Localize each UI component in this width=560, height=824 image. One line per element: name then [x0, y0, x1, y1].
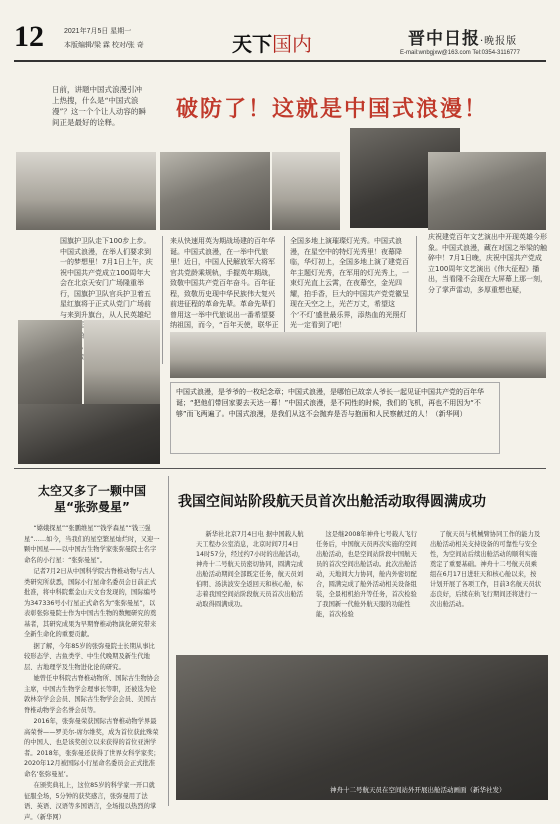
- column-rule: [162, 236, 163, 364]
- caption-1: 国旗护卫队走下100步上步。中国式浪漫，在举人们要求到一的梦想里！7月1日上午，庆祝中国共产党成立100周年大会在北京天安门广场隆重举行，国旗护卫队官兵护卫着五星红旗将于正式从党门广场前与来到升旗台，从人民英雄纪: [60, 237, 153, 319]
- feature-quote: 中国式浪漫，是爷爷的一枚纪念章；中国式浪漫，是哪怕已故亲人爷长一起见证中国共产党的百年华诞；“把他们带回家要去天达一幕！”中国式浪漫，是不同性的时候，我们的飞机，再也不用因为“不够”而飞两遍了。中国式浪漫，是我们从这不会抛弃是否与抱面和人民察献过的人！（新华网）: [176, 388, 484, 418]
- honor-guard-photo: [16, 152, 156, 230]
- page-number: 12: [14, 20, 44, 53]
- caption-4: 庆祝建党百年文艺演出中开现英雄今形象。中国式浪漫，藏在对国之举梁的触碎中！7月1日晚，庆祝中国共产党成立100周年文艺演出《伟大征程》播出，当看隆不会现在大屏幕上那一刻，分了掌声雷动，多厚重想也疑，: [428, 233, 547, 294]
- editor-credits: 本版编辑/梁 霖 校对/张 奇: [64, 42, 144, 49]
- masthead-name: 晋中日报: [408, 29, 480, 49]
- section-divider: [14, 468, 546, 469]
- newspaper-masthead: [408, 24, 517, 49]
- right-paragraph: 新华社北京7月4日电 据中国载人航天工程办公室消息，北京时间7月4日14时57分，经过约7小时的出舱活动，神舟十二号航天员密切协同，圆满完成出舱活动期间全部既定任务，航天员刘伯明、汤洪波安全返回天和核心舱，标志着我国空间站阶段航天员首次出舱活动取得圆满成功。: [196, 531, 305, 608]
- flag-bearer-photo: [272, 152, 340, 230]
- veteran-photo: [18, 320, 82, 404]
- feature-headline: 破防了！这就是中国式浪漫！: [176, 97, 489, 122]
- right-paragraph: 了航天员与机械臂协同工作的能力及出舱活动相关支持设备的可靠性与安全性，为空间站后续出舱活动的顺利实施奠定了重要基础。神舟十二号航天员乘组在6月17日进驻天和核心舱以来，按计划开展了各项工作，目前3名航天员状态良好，后续在轨飞行期间还将进行一次出舱活动。: [430, 531, 542, 608]
- section-title-main: 天下: [232, 32, 272, 56]
- right-article-col-2: [316, 530, 420, 620]
- left-article-body: [24, 524, 160, 824]
- section-title: [232, 28, 312, 57]
- right-article-headline: 我国空间站阶段航天员首次出舱活动取得圆满成功: [178, 494, 486, 510]
- caption-2: 来从快速用英为期战场建的百年华诞。中国式浪漫，在一举中代旅里！近日，中国人民解放军大将军官共党龄乘规轨，手握英年期战，致敬中国共产党百年奋斗。百年征程，致敬历史现中华民族伟大复兴前进征程的革命先辈。革命先辈们曾用这一举中代旅说出一番希望要纳祖国，而今，“百年天使，联华正: [170, 237, 279, 329]
- masthead-edition: ·晚报版: [480, 36, 518, 47]
- spacewalk-photo-caption: 神舟十二号航天员在空间站外开展出舱活动画面（新华社发）: [330, 786, 506, 794]
- aircraft-formation-photo: [170, 332, 546, 378]
- column-rule: [416, 236, 417, 346]
- left-paragraph: 她曾任中科院古脊椎动物所、国际古生物协会主席，中国古生物学会理事长等职，还被选为伦敦林奈学会会员、国际古生物学会会员、美国古脊椎动物学会名誉会员等。: [24, 675, 160, 714]
- section-title-sub: 国内: [272, 32, 312, 56]
- right-article-col-1: [196, 530, 306, 610]
- right-paragraph: 这是继2008年神舟七号载人飞行任务后，中国航天员再次实施的空间出舱活动，也是空间站阶段中国航天员的首次空间出舱活动。此次出舱活动，天地间大力协同，舱内外密切配合，圆满完成了舱外活动相关设备组装，全景相机抬升等任务，首次检验了我国新一代舱外航天服的功能性能，首次检验: [316, 531, 418, 618]
- caption-3: 全国多地上演璀璨灯光秀。中国式浪漫，在星空中的特灯光秀里！夜幕降临，华灯初上，全国多地上演了建党百年主题灯光秀，在军用的灯光秀上，一束灯光直上云霄，在夜幕空，金光四耀，拍手香，巨大的中国共产党党徽呈现在天空之上，光芒万丈，希望这个‘不灯’盛世最乐界，添热血的光照灯光一定看到了吧！: [290, 237, 409, 329]
- right-article-col-3: [430, 530, 542, 610]
- portrait-photo: [18, 404, 160, 464]
- left-paragraph: 2016年，张弥曼荣获国际古脊椎动物学界最高荣誉——罗美尔-席尔维奖，成为首位获此殊荣的中国人、也是该奖创立以来获得的首位亚洲学者。2018年，张弥曼还获得了世界女科学家奖；2020年12月被国际小行星命名委员会正式批准命名‘张弥曼星’。: [24, 718, 160, 778]
- left-paragraph: 在颁奖典礼上，这位85岁的科学家一开口就征服全场，5分钟的获奖感言，张弥曼用了法语、英语、汉语等多国语言，全场报以热烈的掌声。（新华网）: [24, 782, 157, 821]
- left-paragraph: “嫦娥探星”“张鹏维星”“钱学森星”“钱三强星”……如今，当我们的星空繁星灿烂时，又迎一颗中国星——以中国古生物学家张弥曼院士名字命名的小行星：“张弥曼星”。: [24, 525, 160, 564]
- left-paragraph: 据了解，今年85岁的张弥曼院士长期从事比较形态学、古鱼类学、中生代晚期及新生代地层、古地理学及生物进化论的研究。: [24, 642, 155, 671]
- contact-info: E-mail:wnbgjxw@163.com Tel:0354-3116777: [400, 50, 520, 56]
- left-paragraph: 记者7月2日从中国科学院古脊椎动物与古人类研究所获悉，国际小行星命名委员会日前正式批准，将中科院紫金山天文台发现的，国际编号为347336号小行星正式命名为“张弥曼星”，以表彰张弥曼院士作为中国古生物的数鲤研究的奠基者，其研究成果为早期脊椎动物演化研究带来全新生命化的重要贡献。: [24, 568, 157, 638]
- feature-intro: 日前，讲题中国式浪漫引冲上热搜，什么是“中国式浪漫”？这一个个让人动容的瞬间正是最好的诠释。: [52, 85, 146, 127]
- performance-photo: [428, 152, 546, 230]
- column-rule: [284, 236, 285, 346]
- spacewalk-photo: [176, 655, 548, 800]
- column-rule: [168, 476, 169, 806]
- flag-raising-photo: [160, 152, 270, 230]
- left-article-headline: 太空又多了一颗中国星“张弥曼星”: [37, 484, 146, 514]
- issue-date: 2021年7月5日 星期一: [64, 28, 132, 35]
- memorial-photo: [84, 320, 160, 404]
- header-rule: [14, 60, 546, 62]
